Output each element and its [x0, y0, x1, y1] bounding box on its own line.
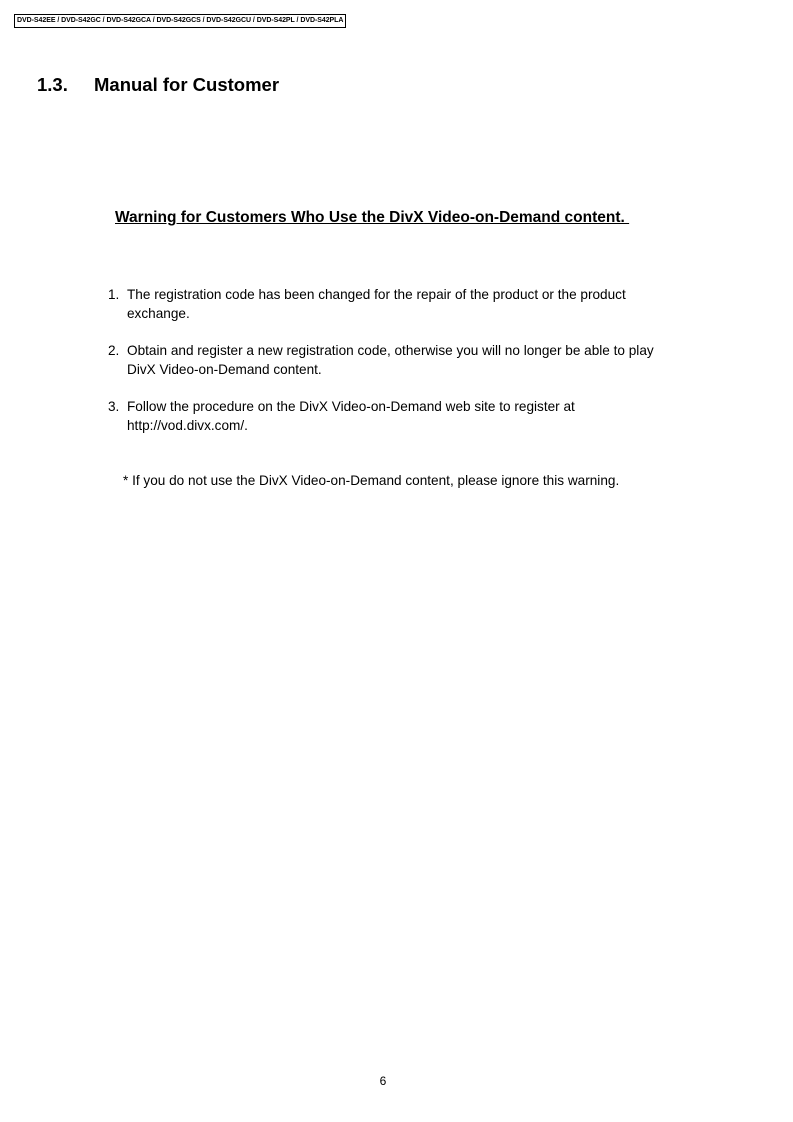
list-item-text: Obtain and register a new registration code, otherwise you will no longer be able to play DivX Video-on-Demand content. — [127, 343, 654, 377]
warning-steps-list — [108, 286, 668, 454]
list-item-number: 2. — [108, 343, 120, 358]
list-item-number: 3. — [108, 399, 120, 414]
list-item — [108, 342, 668, 379]
warning-title: Warning for Customers Who Use the DivX Video-on-Demand content. — [115, 209, 630, 226]
section-title: Manual for Customer — [94, 74, 280, 95]
section-heading — [37, 74, 279, 96]
page-number: 6 — [379, 1074, 387, 1088]
list-item — [108, 398, 668, 435]
ignore-note: * If you do not use the DivX Video-on-Demand content, please ignore this warning. — [123, 473, 620, 488]
list-item-text: Follow the procedure on the DivX Video-on-Demand web site to register at http://vod.divx.com/. — [127, 399, 575, 433]
list-item-text: The registration code has been changed for the repair of the product or the product exchange. — [127, 287, 626, 321]
section-number: 1.3. — [37, 74, 68, 95]
model-numbers-header: DVD-S42EE / DVD-S42GC / DVD-S42GCA / DVD-S42GCS / DVD-S42GCU / DVD-S42PL / DVD-S42PLA — [14, 14, 346, 28]
list-item — [108, 286, 668, 323]
list-item-number: 1. — [108, 287, 120, 302]
